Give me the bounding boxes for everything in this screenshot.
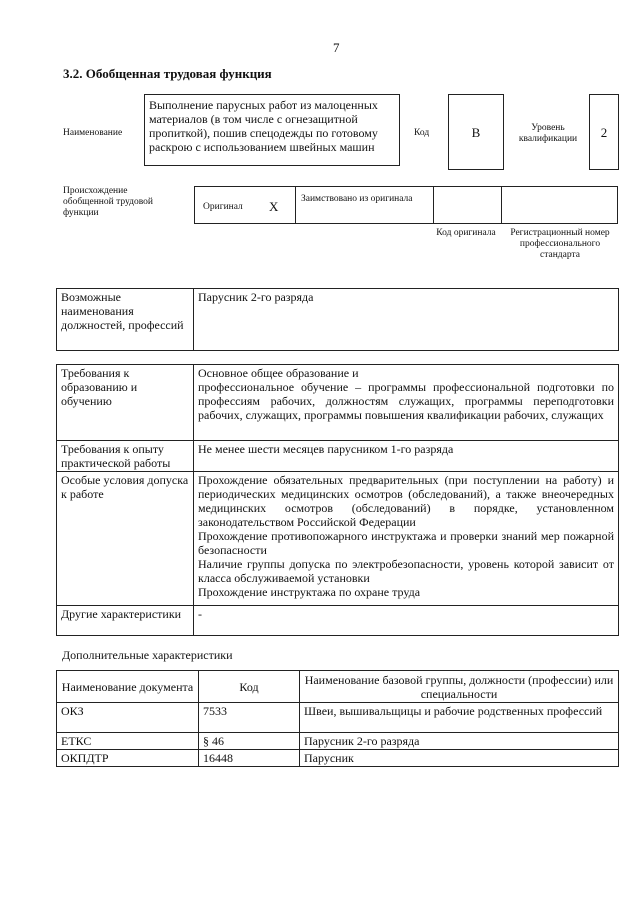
name-label: Наименование <box>63 128 123 138</box>
qualification-level-label: Уровень квалификации <box>518 123 578 144</box>
table-header-row <box>57 671 619 703</box>
special-condition-line: Прохождение противопожарного инструктажа и проверки знаний мер пожарной безопасности <box>198 529 614 557</box>
special-condition-line: Наличие группы допуска по электробезопасности, уровень которой зависит от класса обслуживаемой установки <box>198 557 614 585</box>
additional-table <box>56 670 619 767</box>
positions-table <box>56 288 619 351</box>
original-label: Оригинал <box>203 202 243 212</box>
table-row <box>57 703 619 733</box>
column-header: Наименование базовой группы, должности (профессии) или специальности <box>300 671 619 703</box>
code-cell: 7533 <box>199 703 300 733</box>
reg-number-label: Регистрационный номер профессионального стандарта <box>510 228 610 260</box>
page-number: 7 <box>333 40 340 55</box>
education-line: Основное общее образование и <box>198 366 359 380</box>
code-cell: 16448 <box>199 750 300 767</box>
table-row <box>57 750 619 767</box>
code-value: B <box>448 94 504 170</box>
additional-title: Дополнительные характеристики <box>62 648 233 662</box>
special-condition-line: Прохождение обязательных предварительных (при поступлении на работу) и периодических медицинских осмотров (обследований), а также внеочередных медицинских осмотров (обследований) в порядке, установленном законодательством Российской Федерации <box>198 473 614 529</box>
table-row <box>57 472 619 606</box>
doc-cell: ЕТКС <box>57 733 199 750</box>
requirements-table <box>56 364 619 636</box>
experience-label: Требования к опыту практической работы <box>57 441 194 472</box>
experience-line: Не менее шести месяцев парусником 1-го разряда <box>198 442 454 456</box>
origin-table <box>194 186 618 224</box>
doc-cell: ОКЗ <box>57 703 199 733</box>
special-condition-line: Прохождение инструктажа по охране труда <box>198 585 421 599</box>
table-row <box>57 365 619 441</box>
other-characteristics-label: Другие характеристики <box>57 606 194 636</box>
other-characteristics-line: - <box>198 607 202 621</box>
education-line: профессиональное обучение – программы профессиональной подготовки по профессиям рабочих, должностям служащих, программы переподготовки рабочих, служащих, программы повышения квалификации рабочих, служащих <box>198 380 614 422</box>
code-label: Код <box>414 128 430 138</box>
doc-cell: ОКПДТР <box>57 750 199 767</box>
table-row <box>57 606 619 636</box>
table-row <box>57 733 619 750</box>
special-conditions-label: Особые условия допуска к работе <box>57 472 194 606</box>
group-cell: Парусник 2-го разряда <box>300 733 619 750</box>
borrowed-label: Заимствовано из оригинала <box>301 194 413 204</box>
positions-label: Возможные наименования должностей, профессий <box>57 289 194 351</box>
education-label: Требования к образованию и обучению <box>57 365 194 441</box>
column-header: Наименование документа <box>57 671 199 703</box>
origin-label: Происхождение обобщенной трудовой функции <box>63 186 153 218</box>
generalized-function-name: Выполнение парусных работ из малоценных материалов (в том числе с огнезащитной пропиткой), пошив спецодежды по готовому раскрою с использованием швейных машин <box>144 94 400 166</box>
code-original-label: Код оригинала <box>436 228 496 238</box>
positions-value: Парусник 2-го разряда <box>194 289 619 351</box>
column-header: Код <box>199 671 300 703</box>
original-mark: X <box>269 199 279 214</box>
group-cell: Парусник <box>300 750 619 767</box>
qualification-level-value: 2 <box>589 94 619 170</box>
section-title: 3.2. Обобщенная трудовая функция <box>63 66 272 81</box>
group-cell: Швеи, вышивальщицы и рабочие родственных профессий <box>300 703 619 733</box>
code-cell: § 46 <box>199 733 300 750</box>
table-row <box>57 441 619 472</box>
